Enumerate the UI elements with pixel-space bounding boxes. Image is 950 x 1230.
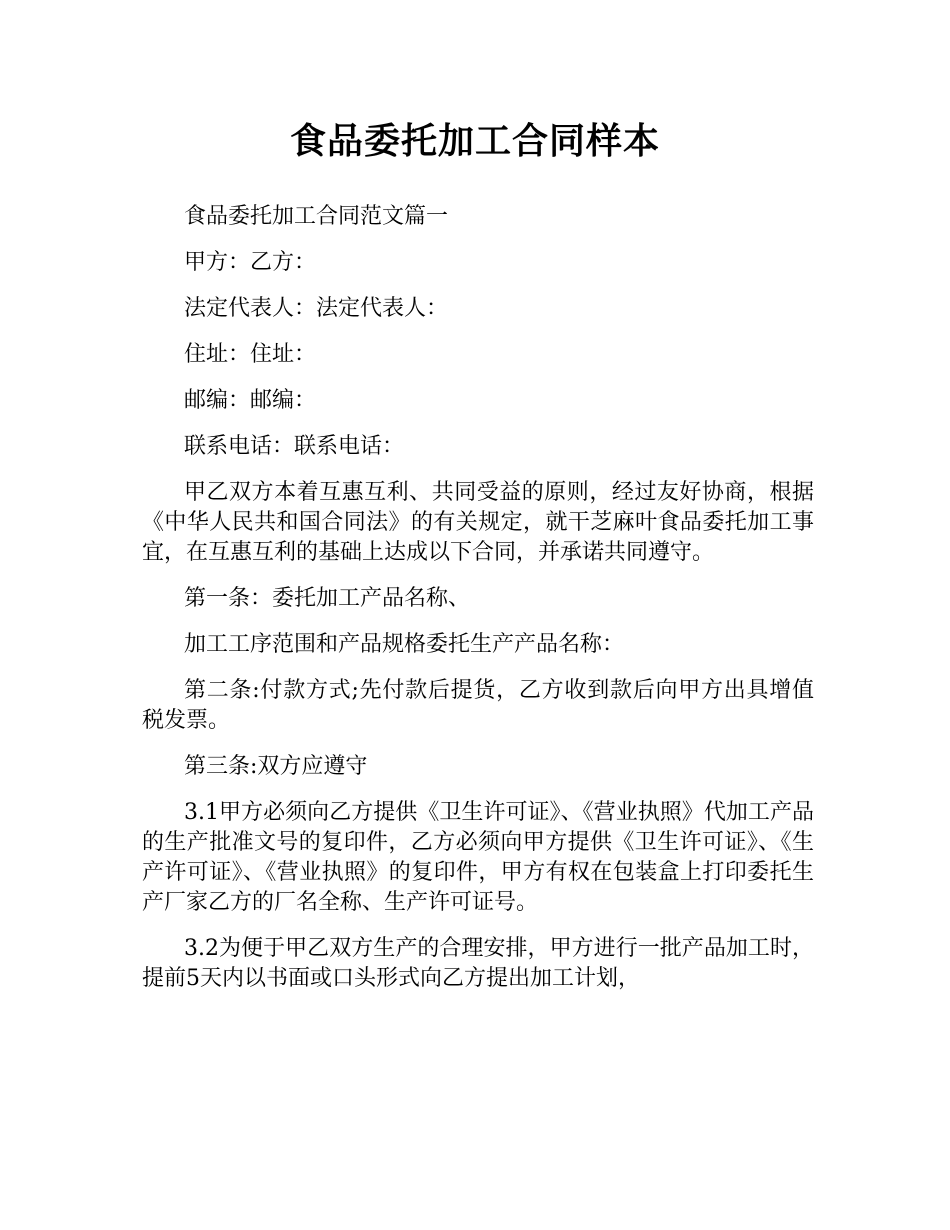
paragraph-article-3: 第三条:双方应遵守 xyxy=(184,754,368,779)
paragraph-postcode: 邮编：邮编： xyxy=(184,388,317,413)
paragraph-preamble: 甲乙双方本着互惠互利、共同受益的原则，经过友好协商，根据《中华人民共和国合同法》的有关规定，就干芝麻叶食品委托加工事宜，在互惠互利的基础上达成以下合同，并承诺共同遵守。 xyxy=(142,480,814,565)
paragraph-article-1-detail: 加工工序范围和产品规格委托生产产品名称： xyxy=(184,632,625,657)
paragraph-parties: 甲方：乙方： xyxy=(184,250,317,275)
paragraph-clause-3-2: 3.2为便于甲乙双方生产的合理安排，甲方进行一批产品加工时，提前5天内以书面或口头形式向乙方提出加工计划， xyxy=(142,936,814,991)
paragraph-legal-representative: 法定代表人：法定代表人： xyxy=(184,296,449,321)
paragraph-heading: 食品委托加工合同范文篇一 xyxy=(184,204,449,229)
paragraph-address: 住址：住址： xyxy=(184,342,317,367)
document-title: 食品委托加工合同样本 xyxy=(289,121,660,162)
paragraph-article-1: 第一条：委托加工产品名称、 xyxy=(184,586,471,611)
paragraph-clause-3-1: 3.1甲方必须向乙方提供《卫生许可证》、《营业执照》代加工产品的生产批准文号的复印件，乙方必须向甲方提供《卫生许可证》、《生产许可证》、《营业执照》的复印件，甲方有权在包装盒上打印委托生产厂家乙方的厂名全称、生产许可证号。 xyxy=(142,800,814,915)
paragraph-article-2: 第二条:付款方式;先付款后提货，乙方收到款后向甲方出具增值税发票。 xyxy=(142,678,814,733)
document-body xyxy=(142,202,814,1010)
paragraph-phone: 联系电话：联系电话： xyxy=(184,434,405,459)
